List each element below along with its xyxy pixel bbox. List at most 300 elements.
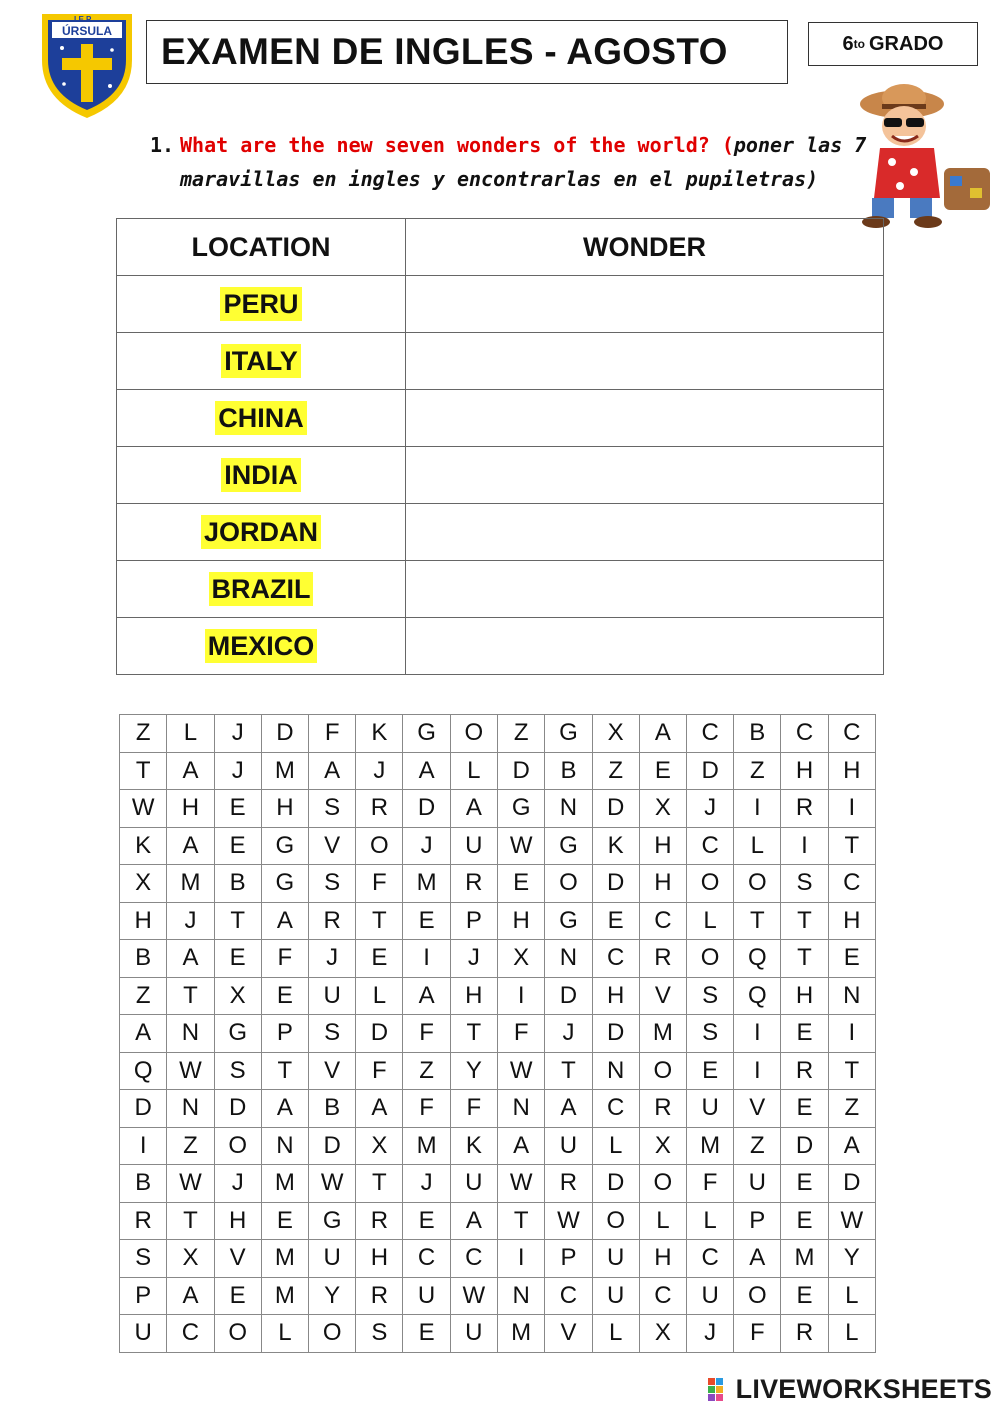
grid-letter[interactable]: F (403, 1015, 450, 1053)
grid-letter[interactable]: R (356, 790, 403, 828)
grid-letter[interactable]: T (261, 1052, 308, 1090)
grid-letter[interactable]: L (450, 752, 497, 790)
grid-row (120, 1277, 876, 1315)
grid-row (120, 1015, 876, 1053)
grid-letter[interactable]: A (167, 1277, 214, 1315)
grid-letter[interactable]: J (545, 1015, 592, 1053)
grid-letter[interactable]: E (781, 1277, 828, 1315)
grid-letter[interactable]: N (261, 1127, 308, 1165)
grid-letter[interactable]: O (545, 865, 592, 903)
grid-letter[interactable]: M (261, 1165, 308, 1203)
grid-letter[interactable]: R (781, 790, 828, 828)
grid-letter[interactable]: J (167, 902, 214, 940)
grid-letter[interactable]: U (120, 1315, 167, 1353)
grid-letter[interactable]: I (828, 790, 875, 828)
wonder-answer-cell[interactable] (406, 561, 884, 618)
grid-letter[interactable]: D (545, 977, 592, 1015)
grid-letter[interactable]: O (639, 1052, 686, 1090)
grid-letter[interactable]: O (639, 1165, 686, 1203)
grid-letter[interactable]: I (781, 827, 828, 865)
grid-letter[interactable]: G (498, 790, 545, 828)
grid-letter[interactable]: C (592, 1090, 639, 1128)
grid-letter[interactable]: F (261, 940, 308, 978)
grid-letter[interactable]: T (167, 1202, 214, 1240)
grid-letter[interactable]: I (498, 977, 545, 1015)
grid-letter[interactable]: A (309, 752, 356, 790)
grid-letter[interactable]: A (167, 827, 214, 865)
grid-letter[interactable]: V (309, 827, 356, 865)
grid-letter[interactable]: J (214, 752, 261, 790)
grid-letter[interactable]: E (214, 790, 261, 828)
grid-letter[interactable]: X (498, 940, 545, 978)
grid-letter[interactable]: Z (592, 752, 639, 790)
grid-letter[interactable]: R (781, 1052, 828, 1090)
grid-letter[interactable]: E (261, 977, 308, 1015)
grid-letter[interactable]: J (403, 827, 450, 865)
grid-letter[interactable]: C (828, 865, 875, 903)
grid-letter[interactable]: L (828, 1315, 875, 1353)
grid-letter[interactable]: G (261, 865, 308, 903)
grid-letter[interactable]: W (120, 790, 167, 828)
grid-letter[interactable]: C (639, 902, 686, 940)
grid-letter[interactable]: N (545, 940, 592, 978)
grid-letter[interactable]: U (309, 1240, 356, 1278)
grid-letter[interactable]: N (545, 790, 592, 828)
grid-letter[interactable]: Z (498, 715, 545, 753)
question-spanish-1: poner las 7 (733, 133, 867, 157)
grid-letter[interactable]: E (214, 1277, 261, 1315)
grid-letter[interactable]: R (356, 1202, 403, 1240)
grid-letter[interactable]: Z (828, 1090, 875, 1128)
grid-letter[interactable]: T (120, 752, 167, 790)
grid-letter[interactable]: H (214, 1202, 261, 1240)
grade-ordinal: to (853, 37, 865, 51)
grid-letter[interactable]: C (167, 1315, 214, 1353)
grid-letter[interactable]: T (167, 977, 214, 1015)
grid-letter[interactable]: U (403, 1277, 450, 1315)
wonder-answer-cell[interactable] (406, 333, 884, 390)
grid-letter[interactable]: U (450, 827, 497, 865)
grid-letter[interactable]: Q (120, 1052, 167, 1090)
grid-letter[interactable]: I (734, 1015, 781, 1053)
grid-letter[interactable]: P (450, 902, 497, 940)
logo-school-top: I.E.P. (74, 15, 93, 24)
grid-letter[interactable]: O (356, 827, 403, 865)
grid-letter[interactable]: W (498, 1165, 545, 1203)
grid-letter[interactable]: E (781, 1202, 828, 1240)
grid-letter[interactable]: X (639, 1315, 686, 1353)
grid-letter[interactable]: D (781, 1127, 828, 1165)
grid-letter[interactable]: T (356, 902, 403, 940)
grid-letter[interactable]: W (828, 1202, 875, 1240)
location-label: PERU (220, 287, 301, 321)
grid-letter[interactable]: H (592, 977, 639, 1015)
grid-letter[interactable]: C (781, 715, 828, 753)
grid-letter[interactable]: D (261, 715, 308, 753)
grid-letter[interactable]: H (639, 1240, 686, 1278)
grid-letter[interactable]: L (687, 1202, 734, 1240)
grid-letter[interactable]: M (403, 865, 450, 903)
grid-letter[interactable]: N (828, 977, 875, 1015)
grid-letter[interactable]: U (545, 1127, 592, 1165)
grid-letter[interactable]: U (687, 1090, 734, 1128)
wonder-answer-cell[interactable] (406, 504, 884, 561)
grid-letter[interactable]: F (687, 1165, 734, 1203)
grid-letter[interactable]: X (214, 977, 261, 1015)
grid-letter[interactable]: T (828, 827, 875, 865)
grid-letter[interactable]: T (781, 940, 828, 978)
grade-badge (808, 22, 978, 66)
grid-letter[interactable]: V (309, 1052, 356, 1090)
grid-letter[interactable]: O (592, 1202, 639, 1240)
grid-letter[interactable]: G (545, 827, 592, 865)
grid-letter[interactable]: R (450, 865, 497, 903)
grid-letter[interactable]: M (261, 752, 308, 790)
grid-letter[interactable]: R (781, 1315, 828, 1353)
grid-letter[interactable]: L (356, 977, 403, 1015)
grid-letter[interactable]: R (356, 1277, 403, 1315)
grid-letter[interactable]: V (734, 1090, 781, 1128)
grid-letter[interactable]: P (120, 1277, 167, 1315)
grid-letter[interactable]: M (781, 1240, 828, 1278)
grid-letter[interactable]: E (356, 940, 403, 978)
grid-letter[interactable]: D (592, 790, 639, 828)
grid-letter[interactable]: L (734, 827, 781, 865)
grid-letter[interactable]: C (687, 715, 734, 753)
grid-letter[interactable]: W (167, 1165, 214, 1203)
grid-letter[interactable]: A (498, 1127, 545, 1165)
grid-letter[interactable]: B (120, 940, 167, 978)
footer-brand (708, 1374, 992, 1405)
grid-letter[interactable]: D (592, 1165, 639, 1203)
grid-letter[interactable]: C (450, 1240, 497, 1278)
wordsearch-grid (119, 714, 876, 1353)
grid-letter[interactable]: E (592, 902, 639, 940)
grid-letter[interactable]: I (120, 1127, 167, 1165)
grid-letter[interactable]: M (639, 1015, 686, 1053)
grid-letter[interactable]: W (450, 1277, 497, 1315)
grid-letter[interactable]: J (687, 790, 734, 828)
grid-letter[interactable]: B (214, 865, 261, 903)
grid-letter[interactable]: C (828, 715, 875, 753)
grid-letter[interactable]: A (120, 1015, 167, 1053)
grid-letter[interactable]: H (781, 752, 828, 790)
grid-letter[interactable]: H (120, 902, 167, 940)
grid-letter[interactable]: S (214, 1052, 261, 1090)
grid-letter[interactable]: O (450, 715, 497, 753)
grid-letter[interactable]: C (592, 940, 639, 978)
grid-row (120, 1165, 876, 1203)
grid-letter[interactable]: M (403, 1127, 450, 1165)
grid-letter[interactable]: W (167, 1052, 214, 1090)
grid-letter[interactable]: F (403, 1090, 450, 1128)
grid-letter[interactable]: E (403, 902, 450, 940)
grid-letter[interactable]: A (545, 1090, 592, 1128)
grid-letter[interactable]: T (828, 1052, 875, 1090)
grid-letter[interactable]: Z (734, 1127, 781, 1165)
grid-letter[interactable]: C (545, 1277, 592, 1315)
location-cell (117, 504, 406, 561)
grid-letter[interactable]: S (309, 790, 356, 828)
grid-letter[interactable]: L (261, 1315, 308, 1353)
grid-letter[interactable]: G (545, 715, 592, 753)
grid-letter[interactable]: B (120, 1165, 167, 1203)
grid-letter[interactable]: F (309, 715, 356, 753)
grid-letter[interactable]: R (545, 1165, 592, 1203)
grid-letter[interactable]: G (261, 827, 308, 865)
grid-letter[interactable]: E (828, 940, 875, 978)
grid-letter[interactable]: E (403, 1202, 450, 1240)
grid-letter[interactable]: A (261, 1090, 308, 1128)
grid-letter[interactable]: G (214, 1015, 261, 1053)
grid-row (120, 977, 876, 1015)
grid-letter[interactable]: V (214, 1240, 261, 1278)
grid-letter[interactable]: J (687, 1315, 734, 1353)
grid-letter[interactable]: G (309, 1202, 356, 1240)
grid-letter[interactable]: S (120, 1240, 167, 1278)
grid-letter[interactable]: Y (828, 1240, 875, 1278)
grid-letter[interactable]: M (687, 1127, 734, 1165)
grid-letter[interactable]: D (592, 1015, 639, 1053)
grid-letter[interactable]: U (450, 1165, 497, 1203)
grid-letter[interactable]: G (545, 902, 592, 940)
grid-letter[interactable]: D (687, 752, 734, 790)
grid-letter[interactable]: Z (167, 1127, 214, 1165)
grid-letter[interactable]: V (639, 977, 686, 1015)
grid-letter[interactable]: Z (734, 752, 781, 790)
grid-letter[interactable]: U (592, 1240, 639, 1278)
grid-letter[interactable]: I (734, 790, 781, 828)
grid-letter[interactable]: D (498, 752, 545, 790)
grid-letter[interactable]: U (309, 977, 356, 1015)
wonder-answer-cell[interactable] (406, 276, 884, 333)
grid-letter[interactable]: F (450, 1090, 497, 1128)
grid-letter[interactable]: E (214, 827, 261, 865)
grid-letter[interactable]: A (828, 1127, 875, 1165)
grid-letter[interactable]: H (828, 752, 875, 790)
grid-letter[interactable]: I (828, 1015, 875, 1053)
wonder-answer-cell[interactable] (406, 618, 884, 675)
grid-letter[interactable]: D (403, 790, 450, 828)
grid-letter[interactable]: B (309, 1090, 356, 1128)
grid-letter[interactable]: H (498, 902, 545, 940)
grid-letter[interactable]: E (214, 940, 261, 978)
grid-letter[interactable]: E (781, 1090, 828, 1128)
grid-letter[interactable]: Q (734, 977, 781, 1015)
grid-letter[interactable]: A (450, 790, 497, 828)
grid-letter[interactable]: E (687, 1052, 734, 1090)
grid-letter[interactable]: A (734, 1240, 781, 1278)
grid-letter[interactable]: F (356, 865, 403, 903)
grid-letter[interactable]: X (120, 865, 167, 903)
grid-letter[interactable]: H (261, 790, 308, 828)
grid-letter[interactable]: A (356, 1090, 403, 1128)
table-row (117, 447, 884, 504)
grid-letter[interactable]: R (639, 1090, 686, 1128)
grid-letter[interactable]: O (687, 940, 734, 978)
grid-letter[interactable]: K (356, 715, 403, 753)
grid-letter[interactable]: H (450, 977, 497, 1015)
grid-letter[interactable]: I (403, 940, 450, 978)
grid-letter[interactable]: Y (450, 1052, 497, 1090)
grid-letter[interactable]: F (734, 1315, 781, 1353)
grid-letter[interactable]: D (214, 1090, 261, 1128)
grid-letter[interactable]: L (639, 1202, 686, 1240)
grid-letter[interactable]: E (261, 1202, 308, 1240)
grid-letter[interactable]: P (545, 1240, 592, 1278)
grid-letter[interactable]: H (781, 977, 828, 1015)
grid-letter[interactable]: M (261, 1240, 308, 1278)
grid-letter[interactable]: M (167, 865, 214, 903)
grid-letter[interactable]: T (450, 1015, 497, 1053)
grid-letter[interactable]: A (403, 977, 450, 1015)
grid-letter[interactable]: O (309, 1315, 356, 1353)
grid-letter[interactable]: S (781, 865, 828, 903)
grid-letter[interactable]: C (687, 827, 734, 865)
grid-letter[interactable]: H (639, 827, 686, 865)
grid-letter[interactable]: K (592, 827, 639, 865)
grid-letter[interactable]: Y (309, 1277, 356, 1315)
grid-letter[interactable]: L (167, 715, 214, 753)
grid-letter[interactable]: O (214, 1315, 261, 1353)
grid-letter[interactable]: P (261, 1015, 308, 1053)
grid-letter[interactable]: S (309, 865, 356, 903)
header-wonder: WONDER (406, 219, 884, 276)
grid-letter[interactable]: J (214, 1165, 261, 1203)
grid-letter[interactable]: I (734, 1052, 781, 1090)
grid-letter[interactable]: X (639, 790, 686, 828)
grid-letter[interactable]: D (309, 1127, 356, 1165)
grid-letter[interactable]: H (356, 1240, 403, 1278)
grid-letter[interactable]: E (403, 1315, 450, 1353)
grid-letter[interactable]: O (734, 865, 781, 903)
location-label: MEXICO (205, 629, 318, 663)
question-1 (150, 128, 880, 196)
grid-letter[interactable]: S (356, 1315, 403, 1353)
grid-letter[interactable]: X (639, 1127, 686, 1165)
grid-letter[interactable]: J (450, 940, 497, 978)
grid-letter[interactable]: X (167, 1240, 214, 1278)
grid-letter[interactable]: A (450, 1202, 497, 1240)
wonder-answer-cell[interactable] (406, 447, 884, 504)
grid-letter[interactable]: I (498, 1240, 545, 1278)
grid-letter[interactable]: N (592, 1052, 639, 1090)
grid-letter[interactable]: U (592, 1277, 639, 1315)
grid-letter[interactable]: U (734, 1165, 781, 1203)
grid-letter[interactable]: V (545, 1315, 592, 1353)
grid-letter[interactable]: F (498, 1015, 545, 1053)
grid-letter[interactable]: A (167, 940, 214, 978)
grid-letter[interactable]: U (687, 1277, 734, 1315)
grid-letter[interactable]: T (498, 1202, 545, 1240)
grid-letter[interactable]: P (734, 1202, 781, 1240)
location-cell (117, 333, 406, 390)
grid-letter[interactable]: D (120, 1090, 167, 1128)
grid-letter[interactable]: O (734, 1277, 781, 1315)
grid-letter[interactable]: S (687, 1015, 734, 1053)
grid-letter[interactable]: T (734, 902, 781, 940)
grid-letter[interactable]: S (309, 1015, 356, 1053)
grid-letter[interactable]: O (687, 865, 734, 903)
grid-letter[interactable]: E (781, 1165, 828, 1203)
grid-letter[interactable]: Z (120, 977, 167, 1015)
wonder-answer-cell[interactable] (406, 390, 884, 447)
grid-letter[interactable]: A (403, 752, 450, 790)
grid-letter[interactable]: E (498, 865, 545, 903)
grid-letter[interactable]: Q (734, 940, 781, 978)
grid-letter[interactable]: N (498, 1090, 545, 1128)
grid-letter[interactable]: D (356, 1015, 403, 1053)
grid-letter[interactable]: U (450, 1315, 497, 1353)
grid-letter[interactable]: A (167, 752, 214, 790)
grid-row (120, 1240, 876, 1278)
grid-letter[interactable]: N (167, 1090, 214, 1128)
grid-letter[interactable]: R (639, 940, 686, 978)
grid-letter[interactable]: H (167, 790, 214, 828)
grid-letter[interactable]: H (639, 865, 686, 903)
grid-letter[interactable]: J (356, 752, 403, 790)
wonders-table (116, 218, 884, 675)
grid-letter[interactable]: X (592, 715, 639, 753)
grid-letter[interactable]: W (498, 1052, 545, 1090)
grid-letter[interactable]: C (687, 1240, 734, 1278)
grid-letter[interactable]: T (356, 1165, 403, 1203)
grid-letter[interactable]: F (356, 1052, 403, 1090)
grid-letter[interactable]: J (309, 940, 356, 978)
grid-letter[interactable]: M (498, 1315, 545, 1353)
grid-letter[interactable]: T (781, 902, 828, 940)
grid-letter[interactable]: K (450, 1127, 497, 1165)
grid-letter[interactable]: M (261, 1277, 308, 1315)
grid-letter[interactable]: W (545, 1202, 592, 1240)
grid-letter[interactable]: A (639, 715, 686, 753)
grid-letter[interactable]: S (687, 977, 734, 1015)
grid-letter[interactable]: T (545, 1052, 592, 1090)
grid-letter[interactable]: B (734, 715, 781, 753)
grid-letter[interactable]: C (403, 1240, 450, 1278)
grid-letter[interactable]: G (403, 715, 450, 753)
grid-letter[interactable]: R (120, 1202, 167, 1240)
grid-letter[interactable]: D (828, 1165, 875, 1203)
grid-letter[interactable]: T (214, 902, 261, 940)
grid-letter[interactable]: B (545, 752, 592, 790)
grid-letter[interactable]: N (167, 1015, 214, 1053)
grid-letter[interactable]: L (687, 902, 734, 940)
grid-letter[interactable]: J (214, 715, 261, 753)
question-number: 1. (150, 133, 175, 157)
grid-letter[interactable]: H (828, 902, 875, 940)
grid-letter[interactable]: E (639, 752, 686, 790)
grid-letter[interactable]: X (356, 1127, 403, 1165)
grid-letter[interactable]: L (828, 1277, 875, 1315)
grid-letter[interactable]: L (592, 1315, 639, 1353)
grid-letter[interactable]: N (498, 1277, 545, 1315)
grid-letter[interactable]: K (120, 827, 167, 865)
grid-letter[interactable]: A (261, 902, 308, 940)
grid-letter[interactable]: R (309, 902, 356, 940)
grid-letter[interactable]: W (498, 827, 545, 865)
grid-letter[interactable]: Z (120, 715, 167, 753)
grid-letter[interactable]: O (214, 1127, 261, 1165)
grid-letter[interactable]: L (592, 1127, 639, 1165)
grid-letter[interactable]: E (781, 1015, 828, 1053)
grid-letter[interactable]: Z (403, 1052, 450, 1090)
grid-letter[interactable]: D (592, 865, 639, 903)
grid-letter[interactable]: J (403, 1165, 450, 1203)
grid-letter[interactable]: W (309, 1165, 356, 1203)
logo-school-name: ÚRSULA (62, 24, 112, 38)
grid-letter[interactable]: C (639, 1277, 686, 1315)
